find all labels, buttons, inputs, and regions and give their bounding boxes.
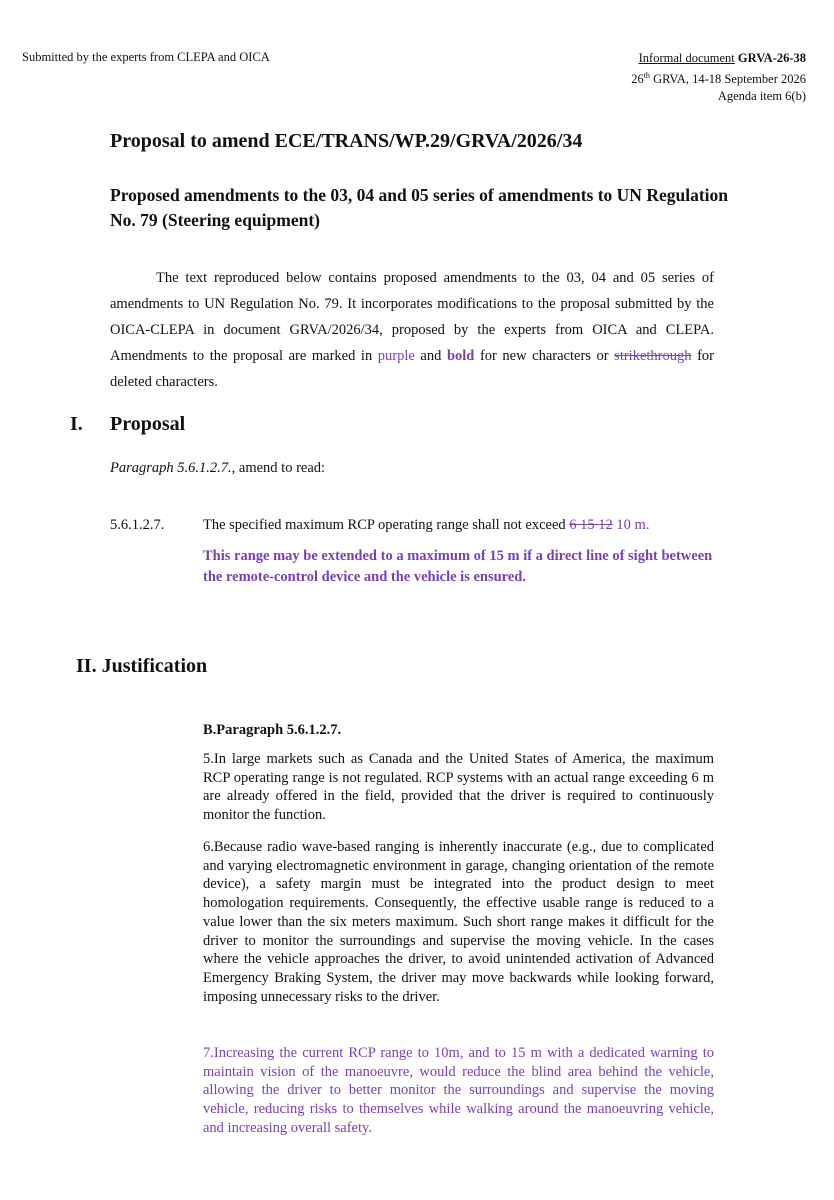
section-1-title: Proposal — [110, 413, 186, 435]
intro-strike-word: strikethrough — [614, 348, 692, 364]
intro-bold-word: bold — [446, 348, 475, 364]
session-rest: GRVA, 14-18 September 2026 — [649, 72, 806, 87]
amendment-new-value: 10 m. — [612, 517, 650, 533]
intro-text-1: The text reproduced below contains proposed amendments to the 03, 04 and 05 series of amendments to UN Regulation No. 79. It incorporates modifications to the proposal submitted by the OICA-CLEPA in document GRVA/2026/34, proposed by the experts from OICA and CLEPA. Amendments to the proposal are marked in — [110, 270, 714, 364]
agenda-item: Agenda item 6(b) — [717, 89, 806, 104]
session-num: 26 — [631, 72, 644, 87]
justification-p7-text: 7.Increasing the current RCP range to 10m, and to 15 m with a dedicated warning to maintain vision of the manoeuvre, would reduce the blind area behind the vehicle, allowing the driver to better monitor the surroundings and supervise the moving vehicle, reducing risks to themselves while walking around the manoeuvring vehicle, and increasing overall safety. — [203, 1045, 714, 1136]
informal-doc-line — [631, 50, 806, 67]
informal-doc-label: Informal document — [638, 51, 735, 65]
justification-p5-text: 5.In large markets such as Canada and the United States of America, the maximum RCP operating range is not regulated. RCP systems with an actual range exceeding 6 m are already offered in the field, provided that the driver is required to continuously monitor the function. — [203, 751, 714, 824]
amendment-number: 5.6.1.2.7. — [110, 517, 165, 533]
justification-paragraph-5 — [203, 750, 714, 825]
justification-subheading: B.Paragraph 5.6.1.2.7. — [203, 722, 342, 738]
document-reference — [631, 50, 806, 105]
page-title: Proposal to amend ECE/TRANS/WP.29/GRVA/2026/34 — [110, 130, 583, 152]
section-2-title: II. Justification — [76, 655, 208, 677]
session-sup: th — [643, 71, 650, 80]
amendment-main-text: The specified maximum RCP operating range shall not exceed — [203, 517, 570, 533]
submitted-by: Submitted by the experts from CLEPA and OICA — [22, 50, 270, 64]
amendment-deleted-values: 6 15 12 — [569, 517, 613, 533]
section-1-number: I. — [70, 413, 83, 435]
intro-text-2: for new characters or — [474, 348, 615, 364]
amendment-text — [203, 517, 723, 534]
doc-id: GRVA-26-38 — [737, 51, 806, 65]
intro-paragraph — [110, 265, 714, 395]
paragraph-ref-rest: amend to read: — [235, 460, 326, 476]
intro-text-3: for deleted characters. — [110, 348, 714, 390]
intro-and: and — [414, 348, 447, 364]
paragraph-ref-italic: Paragraph 5.6.1.2.7., — [110, 460, 236, 476]
paragraph-reference — [110, 460, 325, 477]
page-subtitle: Proposed amendments to the 03, 04 and 05 series of amendments to UN Regulation No. 79 (Steering equipment) — [110, 185, 728, 230]
amendment-added-sentence: This range may be extended to a maximum of 15 m if a direct line of sight between the remote-control device and the vehicle is ensured. — [203, 548, 713, 585]
intro-purple-word: purple — [377, 348, 415, 364]
session-line — [631, 67, 806, 88]
justification-p6-text: 6.Because radio wave-based ranging is inherently inaccurate (e.g., due to complicated and varying electromagnetic environment in garage, changing orientation of the remote device), a safety margin must be integrated into the product design to meet homologation requirements. Consequently, the effective usable range is reduced to a value lower than the six meters maximum. Such short range makes it difficult for the driver to monitor the surroundings and supervise the moving vehicle. In the cases where the vehicle approaches the driver, to avoid unintended activation of Advanced Emergency Braking System, the driver may move backwards while looking forward, imposing unnecessary risks to the driver. — [203, 839, 714, 1005]
justification-paragraph-7 — [203, 1044, 714, 1138]
justification-paragraph-6 — [203, 838, 714, 1006]
